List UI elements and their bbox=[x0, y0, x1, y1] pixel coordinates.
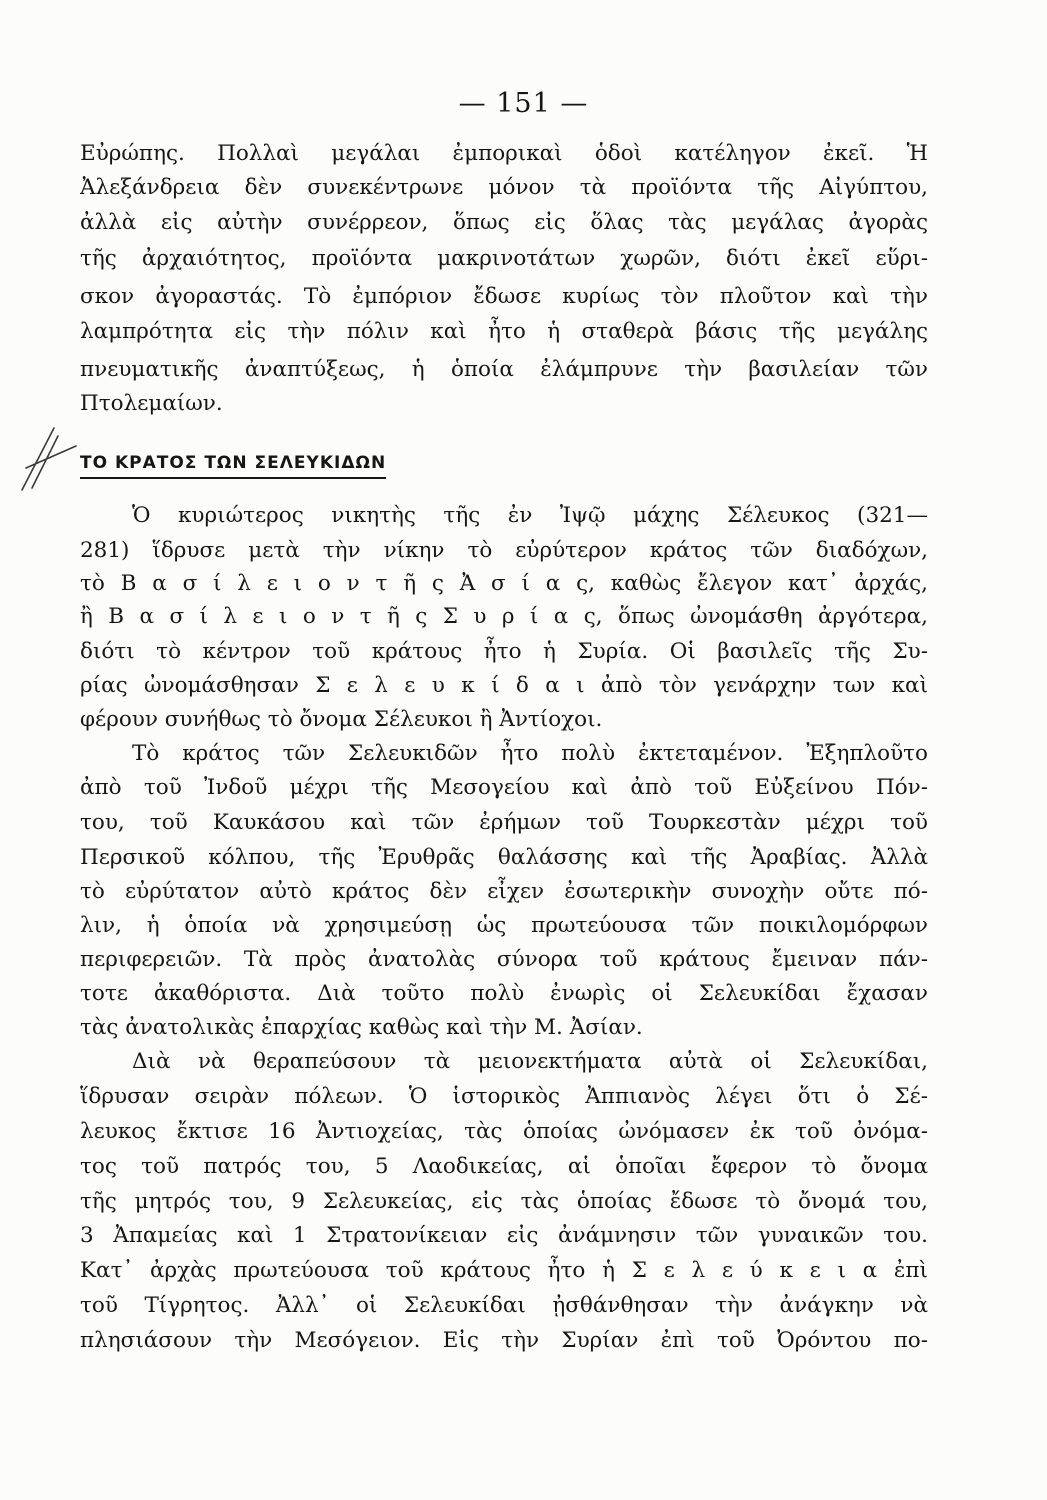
text-line: τῆς ἀρχαιότητος, προϊόντα μακρινοτάτων χωρῶν, διότι ἐκεῖ εὕρι- bbox=[80, 246, 928, 271]
text-line: 3 Ἀπαμείας καὶ 1 Στρατονίκειαν εἰς ἀνάμνησιν τῶν γυναικῶν του. bbox=[80, 1223, 928, 1248]
text-line: Εὐρώπης. Πολλαὶ μεγάλαι ἐμπορικαὶ ὁδοὶ κατέληγον ἐκεῖ. Ἡ bbox=[80, 141, 928, 166]
text-line: Ὁ κυριώτερος νικητὴς τῆς ἐν Ἰψῷ μάχης Σέλευκος (321— bbox=[132, 503, 928, 528]
text-line: ἀπὸ τοῦ Ἰνδοῦ μέχρι τῆς Μεσογείου καὶ ἀπὸ τοῦ Εὐξείνου Πόν- bbox=[80, 775, 928, 800]
text-line: φέρουν συνήθως τὸ ὄνομα Σέλευκοι ἢ Ἀντίοχοι. bbox=[80, 707, 603, 732]
text-line: τοτε ἀκαθόριστα. Διὰ τοῦτο πολὺ ἐνωρὶς οἱ Σελευκίδαι ἔχασαν bbox=[80, 981, 928, 1006]
text-line: τοῦ Τίγρητος. Ἀλλ᾽ οἱ Σελευκίδαι ᾐσθάνθησαν τὴν ἀνάγκην νὰ bbox=[80, 1293, 928, 1318]
text-line: λιν, ἡ ὁποία νὰ χρησιμεύσῃ ὡς πρωτεύουσα τῶν ποικιλομόρφων bbox=[80, 913, 928, 938]
handwritten-margin-mark bbox=[18, 418, 78, 498]
text-line: Πτολεμαίων. bbox=[80, 391, 223, 416]
text-line: ρίας ὠνομάσθησαν Σ ε λ ε υ κ ί δ α ι ἀπὸ τὸν γενάρχην των καὶ bbox=[80, 673, 928, 698]
section-heading: ΤΟ ΚΡΑΤΟΣ ΤΩΝ ΣΕΛΕΥΚΙΔΩΝ bbox=[80, 450, 386, 479]
text-line: Κατ᾽ ἀρχὰς πρωτεύουσα τοῦ κράτους ἦτο ἡ Σ ε λ ε ύ κ ε ι α ἐπὶ bbox=[80, 1258, 928, 1283]
text-line: ἀλλὰ εἰς αὐτὴν συνέρρεον, ὅπως εἰς ὅλας τὰς μεγάλας ἀγορὰς bbox=[80, 210, 928, 235]
text-line: τὰς ἀνατολικὰς ἐπαρχίας καθὼς καὶ τὴν Μ. Ἀσίαν. bbox=[80, 1015, 643, 1040]
text-line: τὸ εὐρύτατον αὐτὸ κράτος δὲν εἶχεν ἐσωτερικὴν συνοχὴν οὔτε πό- bbox=[80, 879, 928, 904]
text-line: σκον ἀγοραστάς. Τὸ ἐμπόριον ἔδωσε κυρίως τὸν πλοῦτον καὶ τὴν bbox=[80, 284, 928, 309]
page-number: — 151 — bbox=[458, 88, 589, 119]
text-line: διότι τὸ κέντρον τοῦ κράτους ἦτο ἡ Συρία. Οἱ βασιλεῖς τῆς Συ- bbox=[80, 639, 928, 664]
text-line: περιφερειῶν. Τὰ πρὸς ἀνατολὰς σύνορα τοῦ κράτους ἔμειναν πάν- bbox=[80, 947, 928, 972]
text-line: τῆς μητρός του, 9 Σελευκείας, εἰς τὰς ὁποίας ἔδωσε τὸ ὄνομά του, bbox=[80, 1189, 928, 1214]
text-line: Διὰ νὰ θεραπεύσουν τὰ μειονεκτήματα αὐτὰ οἱ Σελευκίδαι, bbox=[132, 1049, 928, 1074]
text-line: τὸ Β α σ ί λ ε ι ο ν τ ῆ ς Ἀ σ ί α ς, καθὼς ἔλεγον κατ᾽ ἀρχάς, bbox=[80, 571, 928, 596]
text-line: λευκος ἔκτισε 16 Ἀντιοχείας, τὰς ὁποίας ὠνόμασεν ἐκ τοῦ ὀνόμα- bbox=[80, 1119, 928, 1144]
text-line: τος τοῦ πατρός του, 5 Λαοδικείας, αἱ ὁποῖαι ἔφερον τὸ ὄνομα bbox=[80, 1154, 928, 1179]
text-line: πλησιάσουν τὴν Μεσόγειον. Εἰς τὴν Συρίαν ἐπὶ τοῦ Ὀρόντου πο- bbox=[80, 1328, 928, 1353]
text-line: λαμπρότητα εἰς τὴν πόλιν καὶ ἦτο ἡ σταθερὰ βάσις τῆς μεγάλης bbox=[80, 319, 928, 344]
text-line: πνευματικῆς ἀναπτύξεως, ἡ ὁποία ἐλάμπρυνε τὴν βασιλείαν τῶν bbox=[80, 357, 928, 382]
text-line: ἢ Β α σ ί λ ε ι ο ν τ ῆ ς Σ υ ρ ί α ς, ὅπως ὠνομάσθη ἀργότερα, bbox=[80, 604, 928, 629]
text-line: Τὸ κράτος τῶν Σελευκιδῶν ἦτο πολὺ ἐκτεταμένον. Ἐξηπλοῦτο bbox=[132, 741, 928, 766]
text-line: Περσικοῦ κόλπου, τῆς Ἐρυθρᾶς θαλάσσης καὶ τῆς Ἀραβίας. Ἀλλὰ bbox=[80, 845, 928, 870]
text-line: Ἀλεξάνδρεια δὲν συνεκέντρωνε μόνον τὰ προϊόντα τῆς Αἰγύπτου, bbox=[80, 175, 928, 200]
text-line: του, τοῦ Καυκάσου καὶ τῶν ἐρήμων τοῦ Τουρκεστὰν μέχρι τοῦ bbox=[80, 810, 928, 835]
text-line: ἵδρυσαν σειρὰν πόλεων. Ὁ ἱστορικὸς Ἀππιανὸς λέγει ὅτι ὁ Σέ- bbox=[80, 1084, 928, 1109]
text-line: 281) ἵδρυσε μετὰ τὴν νίκην τὸ εὐρύτερον κράτος τῶν διαδόχων, bbox=[80, 538, 928, 563]
